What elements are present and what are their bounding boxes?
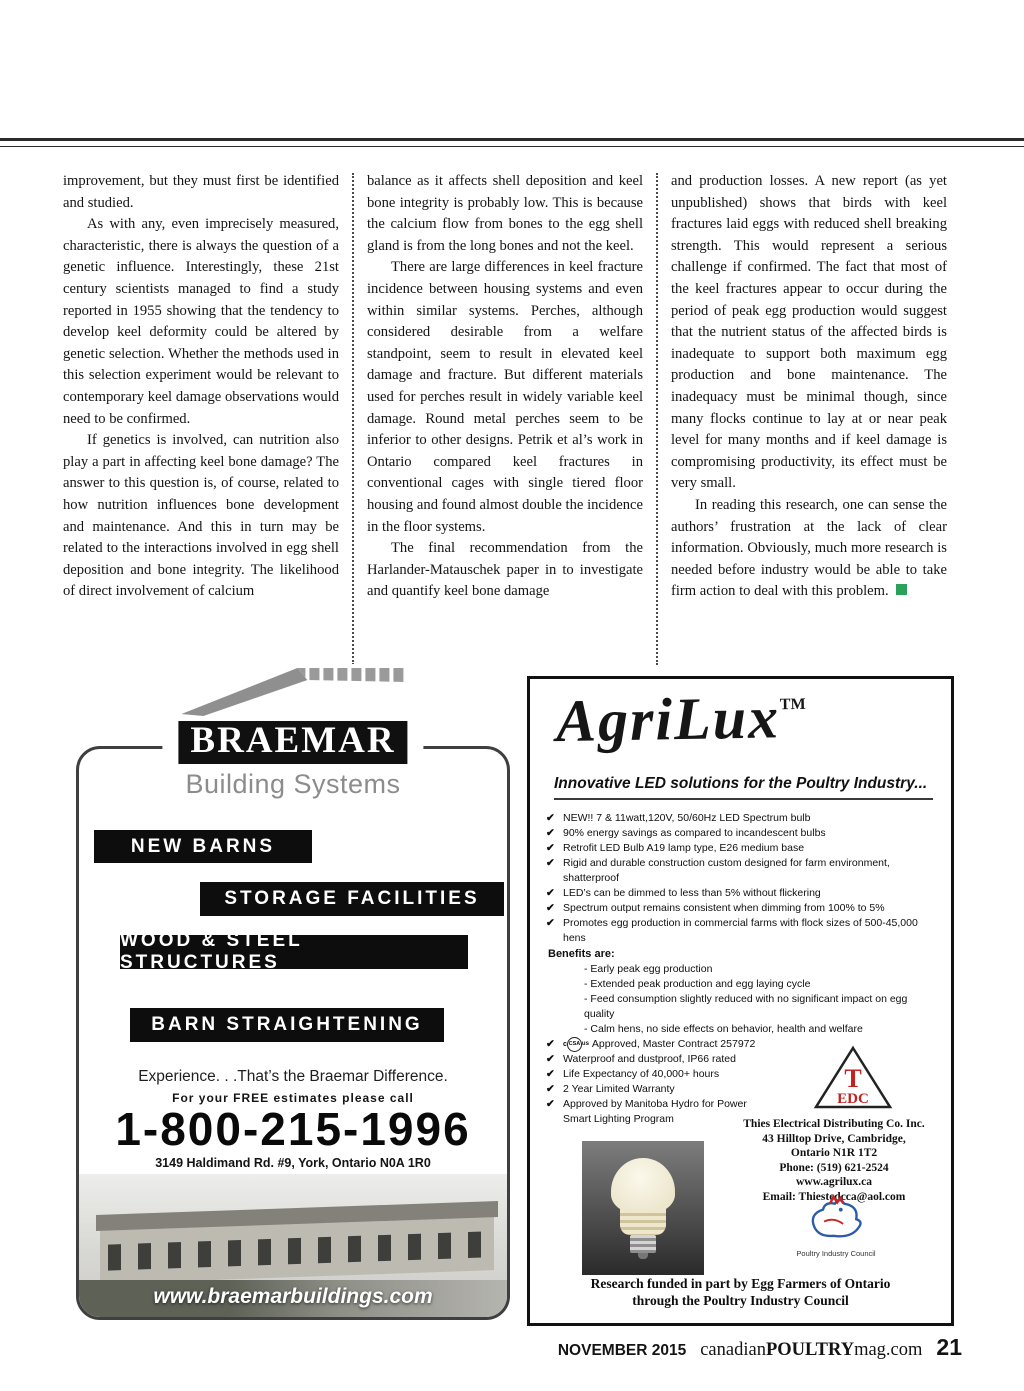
benefit-item: - Extended peak production and egg laying cycle bbox=[584, 978, 811, 990]
contact-phone: Phone: (519) 621-2524 bbox=[779, 1161, 889, 1174]
braemar-phone: 1-800-215-1996 bbox=[115, 1103, 471, 1155]
agrilux-ad bbox=[527, 676, 954, 1326]
article-column-1 bbox=[63, 171, 339, 665]
agrilux-brand: AgriLux bbox=[555, 684, 781, 755]
feature-text: Approved, Master Contract 257972 bbox=[591, 1038, 756, 1050]
paragraph: improvement, but they must first be identified and studied. bbox=[63, 173, 339, 211]
service-bar-barn-straightening: BARN STRAIGHTENING bbox=[130, 1008, 444, 1042]
check-icon: ✔ bbox=[546, 1038, 555, 1050]
tedc-triangle-icon bbox=[813, 1045, 893, 1111]
braemar-logo bbox=[162, 664, 423, 800]
braemar-ad bbox=[76, 664, 510, 1320]
check-icon: ✔ bbox=[546, 902, 555, 914]
check-icon: ✔ bbox=[546, 887, 555, 899]
paragraph: balance as it affects shell deposition and keel bone integrity is probably low. This is because the calcium flow from bones to the egg shell gland is from the long bones and not the keel. bbox=[367, 173, 643, 254]
page-number: 21 bbox=[936, 1334, 962, 1360]
article-column-2 bbox=[367, 171, 643, 665]
site-prefix: canadian bbox=[700, 1340, 766, 1360]
contact-website: www.agrilux.ca bbox=[795, 1176, 873, 1189]
benefits-label: Benefits are: bbox=[548, 948, 615, 960]
service-bar-wood-steel: WOOD & STEEL STRUCTURES bbox=[120, 935, 468, 969]
check-icon: ✔ bbox=[546, 857, 555, 869]
tedc-logo bbox=[813, 1045, 893, 1116]
check-icon: ✔ bbox=[546, 1053, 555, 1065]
top-rule-thick bbox=[0, 138, 1024, 141]
bulb-tip bbox=[638, 1253, 648, 1259]
column-divider bbox=[656, 173, 658, 665]
feature-item bbox=[546, 856, 935, 886]
magazine-website bbox=[700, 1340, 922, 1361]
issue-date: NOVEMBER 2015 bbox=[557, 1342, 687, 1359]
paragraph-text: In reading this research, one can sense the authors’ frustration at the lack of clear information. Obviously, much more research is needed before industry would be able to take firm action to deal with this problem. bbox=[671, 496, 947, 600]
paragraph bbox=[671, 495, 947, 603]
csa-mark: CSA bbox=[567, 1037, 582, 1052]
braemar-barn-photo bbox=[79, 1174, 507, 1317]
contact-address2: Ontario N1R 1T2 bbox=[790, 1147, 878, 1160]
benefit-item: - Early peak egg production bbox=[584, 963, 713, 975]
braemar-address: 3149 Haldimand Rd. #9, York, Ontario N0A 1R0 bbox=[155, 1156, 431, 1170]
pic-caption: Poultry Industry Council bbox=[796, 1249, 876, 1258]
column-divider bbox=[352, 173, 354, 665]
check-icon: ✔ bbox=[546, 1083, 555, 1095]
feature-text: Waterproof and dustproof, IP66 rated bbox=[563, 1053, 736, 1065]
paragraph: As with any, even imprecisely measured, characteristic, there is always the question of a genetic influence. Interestingly, these 21st century scientists managed to find a study reported in 1955 showing that the tendency to develop keel deformity could be altered by genetic selection. Whether the methods used in this selection experiment would be relevant to contemporary keel damage observations would need to be confirmed. bbox=[63, 216, 339, 427]
csa-suffix: us bbox=[581, 1041, 589, 1047]
feature-text: Rigid and durable construction custom designed for farm environment, shatterproof bbox=[563, 857, 890, 884]
bulb-body bbox=[620, 1209, 666, 1235]
contact-email: Email: Thiestedcca@aol.com bbox=[762, 1190, 906, 1203]
check-icon: ✔ bbox=[546, 1098, 555, 1110]
barn-windows bbox=[108, 1231, 486, 1270]
article-end-mark bbox=[896, 584, 907, 595]
service-bar-new-barns: NEW BARNS bbox=[94, 830, 312, 863]
feature-text: Spectrum output remains consistent when dimming from 100% to 5% bbox=[563, 902, 885, 914]
barn-roof bbox=[96, 1200, 498, 1230]
tedc-edc: EDC bbox=[837, 1091, 869, 1107]
agrilux-tagline: Innovative LED solutions for the Poultry Industry... bbox=[554, 775, 933, 800]
bulb-dome bbox=[611, 1158, 675, 1214]
chicken-icon bbox=[799, 1193, 873, 1243]
paragraph: If genetics is involved, can nutrition also play a part in affecting keel bone damage? The answer to this question is, of course, related to how nutrition influences bone development and maintenance. And this in turn may be related to the interactions involved in egg shell deposition and bone integrity. The likelihood of direct involvement of calcium bbox=[63, 432, 339, 600]
check-icon: ✔ bbox=[546, 827, 555, 839]
led-bulb bbox=[611, 1158, 675, 1259]
feature-text: Retrofit LED Bulb A19 lamp type, E26 medium base bbox=[563, 842, 805, 854]
agrilux-logo bbox=[555, 683, 806, 756]
braemar-website: www.braemarbuildings.com bbox=[153, 1285, 433, 1308]
feature-item bbox=[546, 826, 935, 841]
check-icon: ✔ bbox=[546, 917, 555, 929]
funding-line-1: Research funded in part by Egg Farmers of Ontario bbox=[590, 1276, 891, 1291]
feature-item bbox=[546, 841, 935, 856]
check-icon: ✔ bbox=[546, 812, 555, 824]
thies-contact-block bbox=[725, 1117, 943, 1205]
check-icon: ✔ bbox=[546, 842, 555, 854]
led-bulb-photo bbox=[582, 1141, 704, 1275]
benefit-item: - Calm hens, no side effects on behavior, health and welfare bbox=[584, 1023, 863, 1035]
poultry-industry-council-logo bbox=[786, 1193, 886, 1258]
article-column-3 bbox=[671, 171, 947, 665]
contact-address1: 43 Hilltop Drive, Cambridge, bbox=[762, 1132, 906, 1145]
check-icon: ✔ bbox=[546, 1068, 555, 1080]
service-bar-storage-facilities: STORAGE FACILITIES bbox=[200, 882, 504, 916]
site-suffix: mag.com bbox=[854, 1340, 923, 1360]
feature-text: Promotes egg production in commercial farms with flock sizes of 500-45,000 hens bbox=[563, 917, 918, 944]
braemar-experience-line: Experience. . .That’s the Braemar Difference. bbox=[138, 1068, 448, 1085]
feature-item bbox=[546, 901, 935, 916]
braemar-tagline: Building Systems bbox=[185, 768, 401, 799]
feature-text: 2 Year Limited Warranty bbox=[563, 1083, 675, 1095]
feature-text: Life Expectancy of 40,000+ hours bbox=[563, 1068, 720, 1080]
article bbox=[63, 171, 947, 665]
paragraph: The final recommendation from the Harlander-Matauschek paper in to investigate and quantify keel bone damage bbox=[367, 540, 643, 600]
feature-text: Approved by Manitoba Hydro for Power Smart Lighting Program bbox=[563, 1098, 747, 1125]
feature-text: LED’s can be dimmed to less than 5% without flickering bbox=[563, 887, 821, 899]
paragraph: There are large differences in keel fracture incidence between housing systems and even within similar systems. Perches, although considered desirable from a welfare standpoint, seem to result in elevated keel damage and fracture. But different materials used for perches result in widely variable keel damage. Round metal perches seem to be inferior to other designs. Petrik et al’s work in Ontario compared keel fractures in conventional cages with single tiered floor housing and found almost double the incidence in the floor systems. bbox=[367, 259, 643, 535]
benefit-item: - Feed consumption slightly reduced with no significant impact on egg quality bbox=[584, 993, 908, 1020]
braemar-name: BRAEMAR bbox=[178, 721, 407, 764]
feature-text: NEW!! 7 & 11watt,120V, 50/60Hz LED Spectrum bulb bbox=[563, 812, 811, 824]
funding-note bbox=[530, 1275, 951, 1309]
barn-building bbox=[100, 1216, 494, 1284]
feature-item bbox=[546, 916, 935, 946]
tedc-t: T bbox=[844, 1064, 862, 1093]
page-footer bbox=[558, 1334, 962, 1361]
braemar-roof-icon bbox=[179, 664, 407, 716]
contact-company: Thies Electrical Distributing Co. Inc. bbox=[743, 1118, 925, 1130]
feature-item bbox=[546, 886, 935, 901]
site-brand: POULTRY bbox=[765, 1340, 855, 1360]
funding-line-2: through the Poultry Industry Council bbox=[632, 1293, 849, 1308]
paragraph: and production losses. A new report (as yet unpublished) shows that birds with keel fractures laid eggs with reduced shell breaking strength. This would represent a serious challenge if confirmed. The fact that most of the keel fractures appear to occur during the period of peak egg production would suggest that the nutrient status of the affected birds is inadequate to support both maximum egg production and bone maintenance. The inadequacy must be minimal though, since many flocks continue to lay at or near peak level for many months and if keel damage is compromising productivity, its effect must be very small. bbox=[671, 173, 947, 492]
braemar-estimates-line: For your FREE estimates please call bbox=[172, 1091, 414, 1105]
feature-item bbox=[546, 811, 935, 826]
top-rule-thin bbox=[0, 146, 1024, 147]
bulb-screw-base bbox=[630, 1235, 656, 1253]
feature-text: 90% energy savings as compared to incandescent bulbs bbox=[563, 827, 826, 839]
csa-logo bbox=[563, 1037, 589, 1052]
csa-prefix: c bbox=[563, 1041, 567, 1048]
trademark-symbol: TM bbox=[779, 695, 806, 714]
